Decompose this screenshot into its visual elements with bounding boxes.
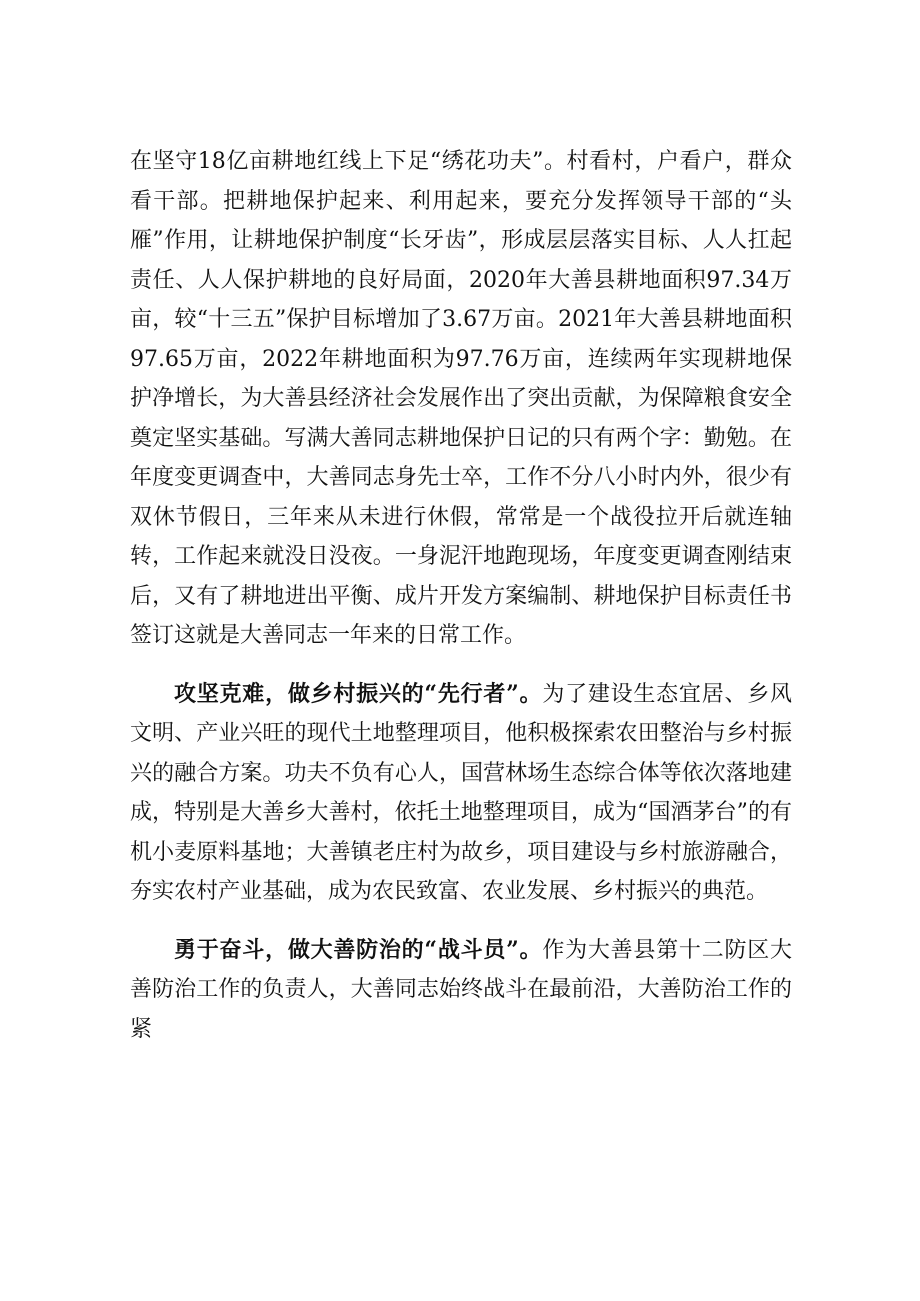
paragraph-heading: 勇于奋斗，做大善防治的“战斗员”。 — [174, 936, 543, 963]
paragraph-rural-revitalization — [130, 675, 792, 912]
paragraph-heading: 攻坚克难，做乡村振兴的“先行者”。 — [174, 680, 543, 707]
paragraph-body: 在坚守18亿亩耕地红线上下足“绣花功夫”。村看村，户看户，群众看干部。把耕地保护起来、利用起来，要充分发挥领导干部的“头雁”作用，让耕地保护制度“长牙齿”，形成层层落实目标、人人扛起责任、人人保护耕地的良好局面，2020年大善县耕地面积97.34万亩，较“十三五”保护目标增加了3.67万亩。2021年大善县耕地面积97.65万亩，2022年耕地面积为97.76万亩，连续两年实现耕地保护净增长，为大善县经济社会发展作出了突出贡献，为保障粮食安全奠定坚实基础。写满大善同志耕地保护日记的只有两个字：勤勉。在年度变更调查中，大善同志身先士卒，工作不分八小时内外，很少有双休节假日，三年来从未进行休假，常常是一个战役拉开后就连轴转，工作起来就没日没夜。一身泥汗地跑现场，年度变更调查刚结束后，又有了耕地进出平衡、成片开发方案编制、耕地保护目标责任书签订这就是大善同志一年来的日常工作。 — [130, 149, 792, 648]
paragraph-body: 作为大善县第十二防区大善防治工作的负责人，大善同志始终战斗在最前沿，大善防治工作的紧 — [130, 937, 792, 1042]
paragraph-prevention-work — [130, 931, 792, 1050]
paragraph-farmland-protection — [130, 142, 792, 656]
paragraph-body: 为了建设生态宜居、乡风文明、产业兴旺的现代土地整理项目，他积极探索农田整治与乡村振兴的融合方案。功夫不负有心人，国营林场生态综合体等依次落地建成，特别是大善乡大善村，依托土地整理项目，成为“国酒茅台”的有机小麦原料基地；大善镇老庄村为故乡，项目建设与乡村旅游融合，夯实农村产业基础，成为农民致富、农业发展、乡村振兴的典范。 — [130, 681, 792, 904]
document-body — [130, 142, 792, 1049]
